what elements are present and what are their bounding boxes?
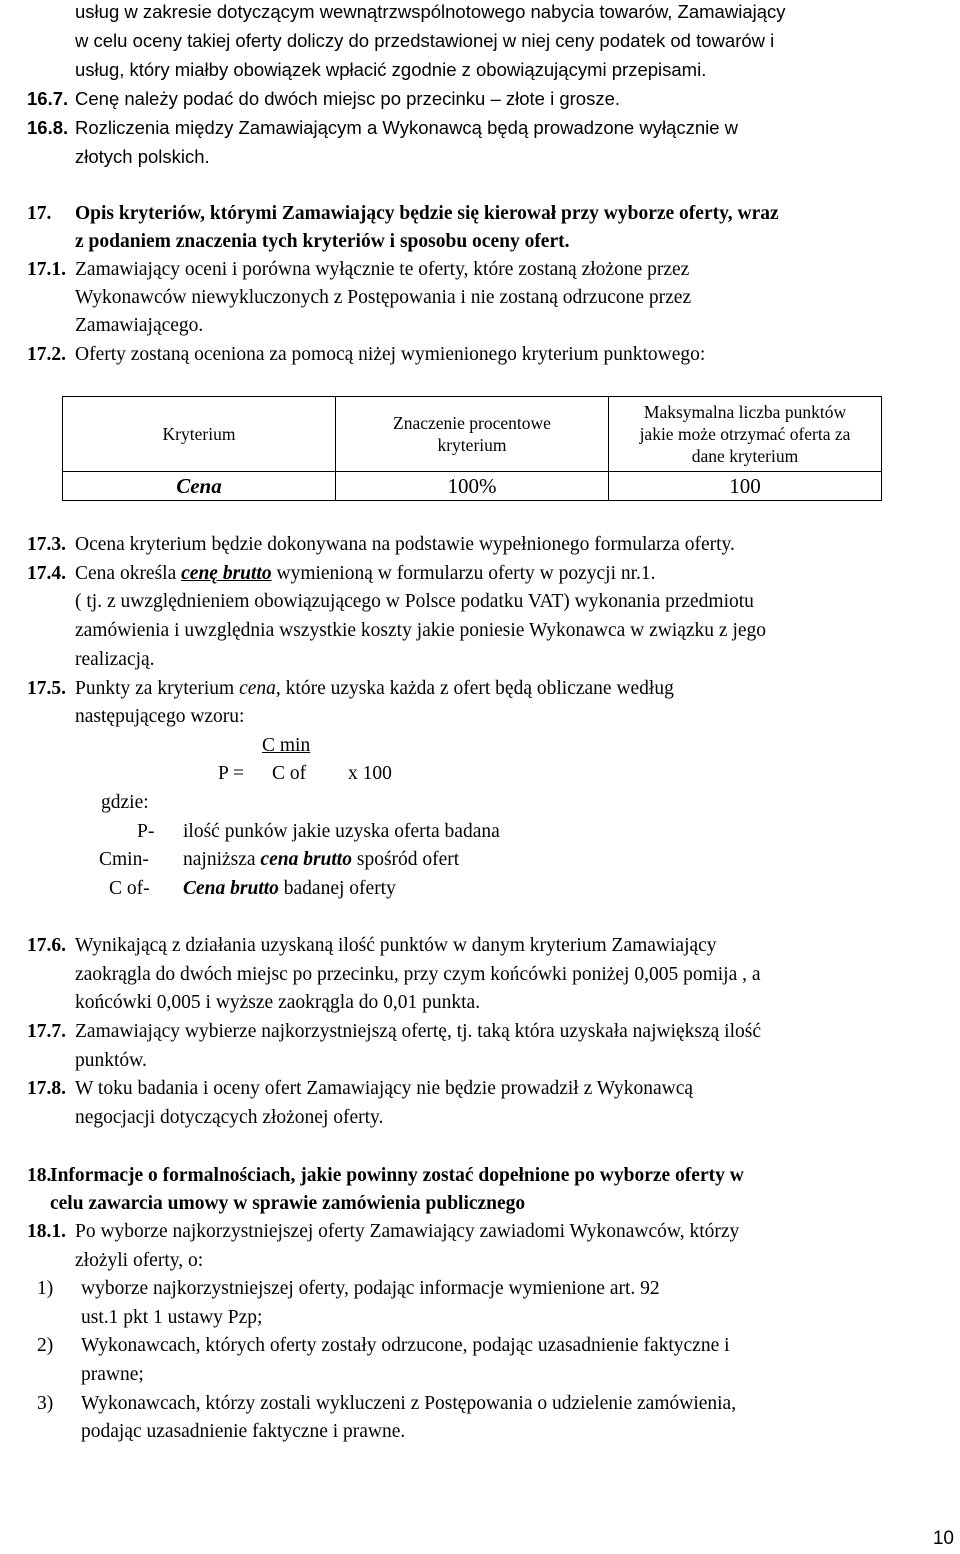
section-17-5-line-2: następującego wzoru:: [75, 706, 245, 727]
section-16-8-line-2: złotych polskich.: [75, 146, 210, 167]
section-17-1-number: 17.1.: [27, 259, 66, 280]
formula-def-cof-key: C of-: [109, 878, 150, 899]
table-cell-criterion-name: Cena: [63, 472, 336, 501]
price-emphasis: cena: [239, 678, 276, 699]
list-item-3-number: 3): [37, 1393, 54, 1414]
section-17-6-line-2: zaokrągla do dwóch miejsc po przecinku, przy czym końcówki poniżej 0,005 pomija , a: [75, 964, 761, 985]
section-17-2-number: 17.2.: [27, 344, 66, 365]
section-18-1-line-1: Po wyborze najkorzystniejszej oferty Zamawiający zawiadomi Wykonawców, którzy: [75, 1221, 740, 1242]
section-18-number: 18.: [27, 1165, 52, 1186]
section-17-8-line-2: negocjacji dotyczących złożonej oferty.: [75, 1107, 384, 1128]
table-cell-max-points: 100: [609, 472, 882, 501]
table-cell-percentage: 100%: [336, 472, 609, 501]
list-item-3-line-1: Wykonawcach, którzy zostali wykluczeni z Postępowania o udzielenie zamówienia,: [81, 1393, 737, 1414]
list-item-2-line-2: prawne;: [81, 1364, 144, 1385]
section-17-5-line-1: Punkty za kryterium cena, które uzyska każda z ofert będą obliczane według: [75, 678, 674, 699]
formula-def-cof-value: Cena brutto badanej oferty: [183, 878, 396, 899]
section-16-7-number: 16.7.: [27, 88, 69, 109]
page-number: 10: [932, 1528, 954, 1549]
list-item-1-line-2: ust.1 pkt 1 ustawy Pzp;: [81, 1307, 263, 1328]
formula-def-cmin-value: najniższa cena brutto spośród ofert: [183, 849, 460, 870]
list-item-1-number: 1): [37, 1278, 54, 1299]
section-17-4-line-2: ( tj. z uwzględnieniem obowiązującego w Polsce podatku VAT) wykonania przedmiotu: [75, 591, 754, 612]
section-16-8-line-1: Rozliczenia między Zamawiającym a Wykonawcą będą prowadzone wyłącznie w: [75, 117, 739, 138]
section-17-heading-line-1: Opis kryteriów, którymi Zamawiający będzie się kierował przy wyborze oferty, wraz: [75, 203, 779, 224]
table-header-criterion: Kryterium: [63, 397, 336, 472]
formula-where-label: gdzie:: [101, 792, 149, 813]
formula-multiplier: x 100: [348, 763, 392, 784]
section-17-number: 17.: [27, 203, 52, 224]
section-17-7-line-1: Zamawiający wybierze najkorzystniejszą ofertę, tj. taką która uzyskała największą ilość: [75, 1021, 761, 1042]
section-18-1-line-2: złożyli oferty, o:: [75, 1250, 204, 1271]
section-17-5-number: 17.5.: [27, 678, 66, 699]
section-17-4-line-4: realizacją.: [75, 649, 155, 670]
list-item-2-line-1: Wykonawcach, których oferty zostały odrzucone, podając uzasadnienie faktyczne i: [81, 1335, 730, 1356]
table-header-max-points: Maksymalna liczba punktów jakie może otrzymać oferta za dane kryterium: [609, 397, 882, 472]
formula-denominator: C of: [272, 763, 307, 784]
section-17-7-line-2: punktów.: [75, 1050, 147, 1071]
section-17-3-number: 17.3.: [27, 534, 66, 555]
formula-numerator: C min: [262, 735, 311, 756]
section-17-3-text: Ocena kryterium będzie dokonywana na podstawie wypełnionego formularza oferty.: [75, 534, 735, 555]
table-header-percentage: Znaczenie procentowe kryterium: [336, 397, 609, 472]
section-17-6-line-1: Wynikającą z działania uzyskaną ilość punktów w danym kryterium Zamawiający: [75, 935, 717, 956]
formula-p-equals: P =: [218, 763, 244, 784]
section-17-4-number: 17.4.: [27, 563, 66, 584]
section-17-8-number: 17.8.: [27, 1078, 66, 1099]
section-16-8-number: 16.8.: [27, 117, 69, 138]
formula-def-p-value: ilość punków jakie uzyska oferta badana: [183, 821, 500, 842]
criteria-table: [62, 396, 882, 501]
section-17-7-number: 17.7.: [27, 1021, 66, 1042]
section-17-4-line-1: Cena określa cenę brutto wymienioną w formularzu oferty w pozycji nr.1.: [75, 563, 656, 584]
intro-line-3: usług, który miałby obowiązek wpłacić zgodnie z obowiązującymi przepisami.: [75, 59, 707, 80]
list-item-1-line-1: wyborze najkorzystniejszej oferty, podając informacje wymienione art. 92: [81, 1278, 660, 1299]
intro-line-1: usług w zakresie dotyczącym wewnątrzwspólnotowego nabycia towarów, Zamawiający: [75, 1, 786, 22]
section-18-1-number: 18.1.: [27, 1221, 66, 1242]
section-17-1-line-2: Wykonawców niewykluczonych z Postępowania i nie zostaną odrzucone przez: [75, 287, 692, 308]
section-17-1-line-1: Zamawiający oceni i porówna wyłącznie te oferty, które zostaną złożone przez: [75, 259, 690, 280]
section-17-6-number: 17.6.: [27, 935, 66, 956]
section-17-4-line-3: zamówienia i uwzględnia wszystkie koszty jakie poniesie Wykonawca w związku z jego: [75, 620, 767, 641]
section-18-heading-line-1: Informacje o formalnościach, jakie powinny zostać dopełnione po wyborze oferty w: [50, 1165, 744, 1186]
section-18-heading-line-2: celu zawarcia umowy w sprawie zamówienia publicznego: [50, 1193, 526, 1214]
section-17-2-text: Oferty zostaną oceniona za pomocą niżej wymienionego kryterium punktowego:: [75, 344, 706, 365]
formula-def-p-key: P-: [137, 821, 155, 842]
section-17-heading-line-2: z podaniem znaczenia tych kryteriów i sposobu oceny ofert.: [75, 231, 570, 252]
list-item-2-number: 2): [37, 1335, 54, 1356]
section-17-6-line-3: końcówki 0,005 i wyższe zaokrągla do 0,01 punkta.: [75, 992, 481, 1013]
price-gross-emphasis: cenę brutto: [181, 563, 272, 584]
formula-def-cmin-key: Cmin-: [99, 849, 149, 870]
section-16-7-text: Cenę należy podać do dwóch miejsc po przecinku – złote i grosze.: [75, 88, 621, 109]
list-item-3-line-2: podając uzasadnienie faktyczne i prawne.: [81, 1421, 406, 1442]
intro-line-2: w celu oceny takiej oferty doliczy do przedstawionej w niej ceny podatek od towarów i: [75, 30, 775, 51]
section-17-1-line-3: Zamawiającego.: [75, 315, 204, 336]
section-17-8-line-1: W toku badania i oceny ofert Zamawiający nie będzie prowadził z Wykonawcą: [75, 1078, 694, 1099]
